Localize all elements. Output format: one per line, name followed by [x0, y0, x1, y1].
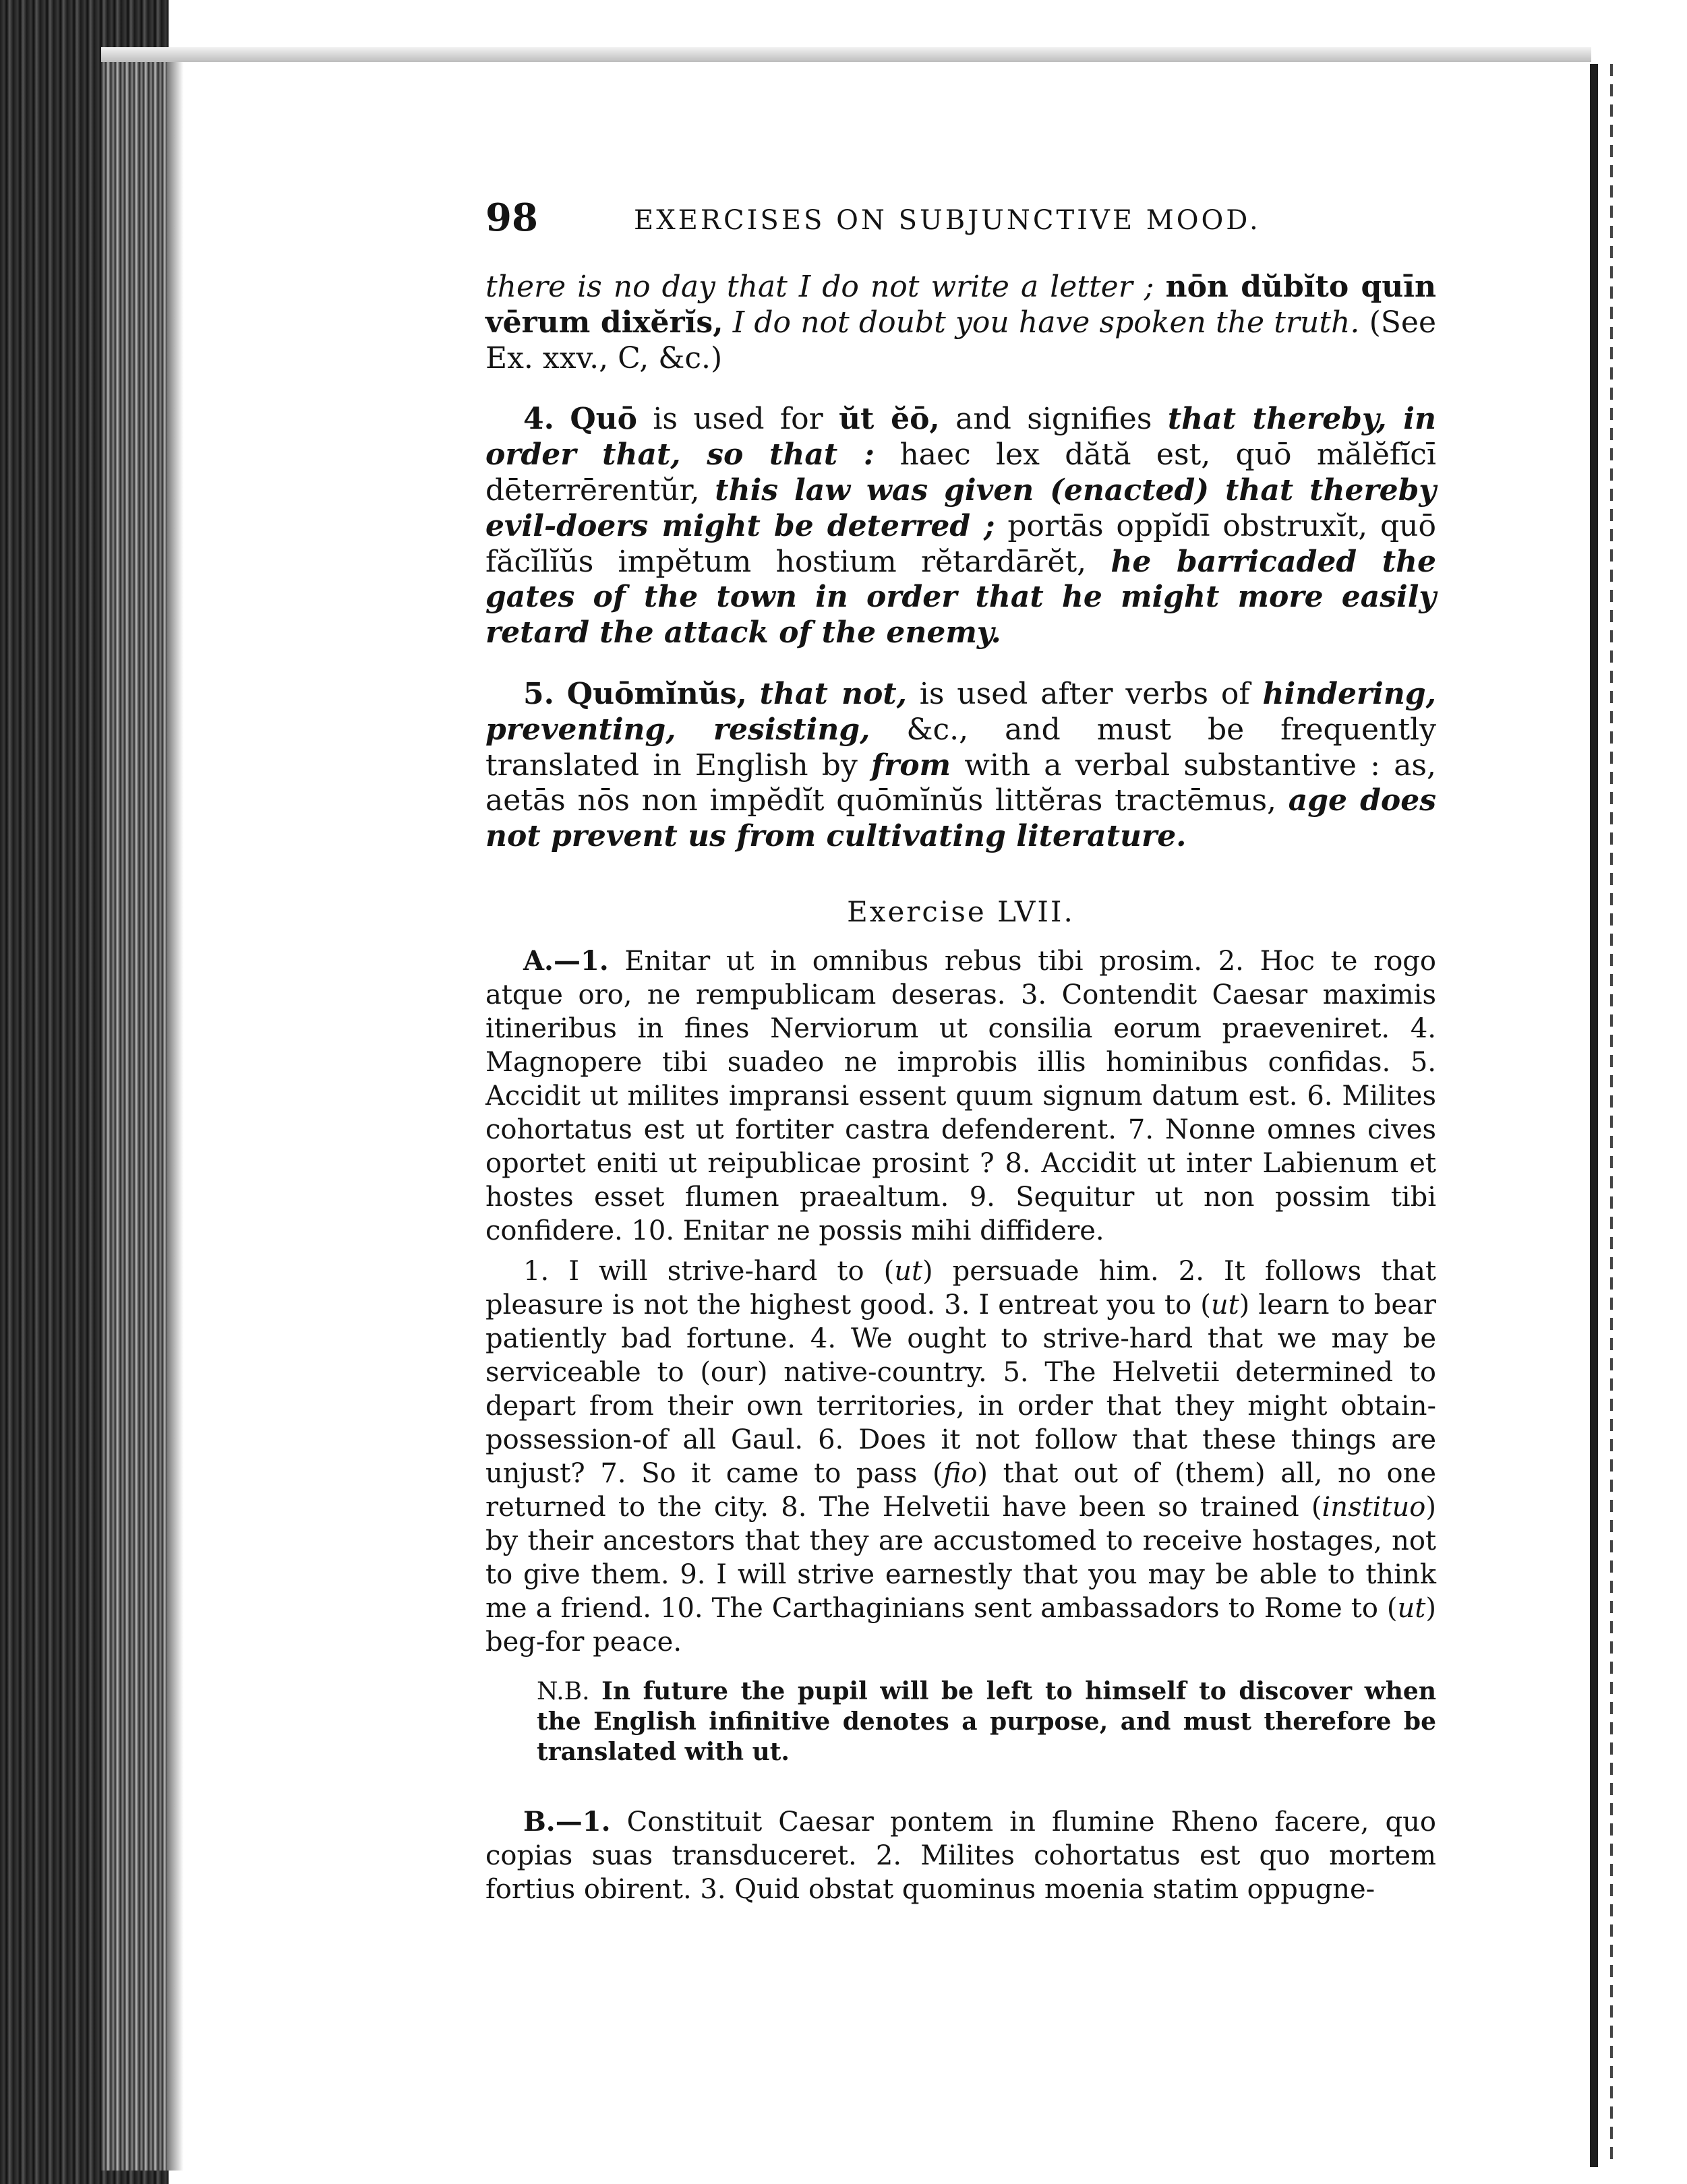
- rule-text: is used after verbs of: [919, 676, 1250, 711]
- rule-meaning: that thereby, in order that, so that :: [485, 402, 1436, 473]
- hint-word: instituo: [1322, 1491, 1426, 1523]
- nb-label: N.B.: [537, 1677, 590, 1705]
- exercise-a-english: [485, 1254, 1436, 1659]
- english-sentences: ) that out of (them) all, no one returned to the city. 8. The Helvetii have been so trained (: [485, 1457, 1437, 1523]
- latin-example: portās oppĭdī obstruxĭt, quō făcĭlĭŭs impĕtum hostium rĕtardārĕt,: [485, 508, 1436, 579]
- example-translation: there is no day that I do not write a letter ;: [485, 270, 1154, 304]
- english-sentences: ) learn to bear patiently bad fortune. 4. We ought to strive-hard that we may be serviceable to (our) native-country. 5. The Helvetii determined to depart from their own territories, in order that they might obtain-possession-of all Gaul. 6. Does it not follow that these things are unjust? 7. So it came to pass (: [485, 1289, 1436, 1489]
- running-head: EXERCISES ON SUBJUNCTIVE MOOD.: [634, 205, 1261, 236]
- example-translation: he barricaded the gates of the town in order that he might more easily retard the attack of the enemy.: [485, 544, 1436, 650]
- latin-sentences: Constituit Caesar pontem in flumine Rheno facere, quo copias suas transduceret. 2. Milites cohortatus est quo mortem fortius obirent. 3. Quid obstat quominus moenia statim oppugne-: [485, 1806, 1436, 1905]
- latin-sentences: Enitar ut in omnibus rebus tibi prosim. 2. Hoc te rogo atque oro, ne rempublicam deseras. 3. Contendit Caesar maximis itineribus in fines Nerviorum ut consilia eorum praeveniret. 4. Magnopere tibi suadeo ne improbis illis hominibus confidas. 5. Accidit ut milites impransi essent quum signum datum est. 6. Milites cohortatus est ut fortiter castra defenderent. 7. Nonne omnes cives oportet eniti ut reipublicae prosint ? 8. Accidit ut inter Labienum et hostes esset flumen praealtum. 9. Sequitur ut non possim tibi confidere. 10. Enitar ne possis mihi diffidere.: [485, 945, 1436, 1246]
- page-body: [485, 270, 1436, 1913]
- cross-reference: (See Ex. xxv., C, &c.): [485, 305, 1436, 375]
- hint-word: ut: [1210, 1289, 1239, 1321]
- hint-word: ut: [894, 1255, 923, 1287]
- facing-page-edge-dashed: [1610, 64, 1613, 2167]
- hint-word: ut: [1397, 1592, 1426, 1624]
- rule-text: is used for: [653, 402, 823, 437]
- example-translation: I do not doubt you have spoken the truth.: [732, 305, 1360, 340]
- nota-bene-note: [485, 1676, 1436, 1767]
- rule-4-paragraph: [485, 402, 1436, 651]
- facing-page-edge: [1590, 64, 1598, 2167]
- english-sentences: ) persuade him. 2. It follows that pleasure is not the highest good. 3. I entreat you to (: [485, 1255, 1436, 1321]
- rule-text: &c., and must be frequently translated in English by: [485, 712, 1436, 783]
- page-top-edge: [101, 47, 1591, 62]
- page-header: [485, 195, 1436, 249]
- rule-text: with a verbal substantive : as, aetās nōs non impĕdĭt quōmĭnŭs littĕras tractēmus,: [485, 748, 1437, 818]
- rule-number: 4.: [523, 402, 554, 437]
- verb-list: hindering, preventing, resisting,: [485, 676, 1436, 747]
- english-sentences: ) by their ancestors that they are accustomed to receive hostages, not to give them. 9. I will strive earnestly that you may be able to think me a friend. 10. The Carthaginians sent ambassadors to Rome to (: [485, 1491, 1436, 1624]
- nb-text: In future the pupil will be left to himself to discover when the English infinitive denotes a purpose, and must therefore be translated with ut.: [537, 1676, 1436, 1766]
- section-label: A.—1.: [523, 944, 609, 977]
- rule-term: ŭt ĕō,: [839, 402, 940, 437]
- exercise-b-latin: [485, 1805, 1436, 1906]
- rule-term: Quōmĭnŭs,: [566, 676, 747, 711]
- page-number: 98: [485, 195, 538, 240]
- section-label: B.—1.: [523, 1805, 611, 1838]
- exercise-a-latin: [485, 944, 1436, 1248]
- rule-term: Quō: [570, 402, 637, 437]
- english-sentences: 1. I will strive-hard to (: [523, 1255, 895, 1287]
- rule-meaning: that not,: [759, 676, 907, 711]
- rule-number: 5.: [523, 676, 554, 711]
- hint-word: fio: [943, 1457, 978, 1489]
- paragraph-continued: [485, 270, 1436, 376]
- exercise-heading: Exercise LVII.: [847, 894, 1075, 928]
- example-translation: this law was given (enacted) that thereby evil-doers might be deterred ;: [485, 473, 1436, 543]
- english-sentences: ) beg-for peace.: [485, 1592, 1436, 1658]
- page-gutter-shadow: [167, 54, 183, 2171]
- example-translation: age does not prevent us from cultivating literature.: [485, 783, 1436, 854]
- rule-text: and signifies: [955, 402, 1152, 437]
- latin-example: haec lex dătă est, quō mălĕfĭcī dēterrērentŭr,: [485, 437, 1436, 508]
- rule-5-paragraph: [485, 677, 1436, 855]
- page-edges: [101, 54, 175, 2171]
- from-word: from: [871, 748, 951, 783]
- latin-example: nōn dŭbĭto quīn vērum dixĕrĭs,: [485, 270, 1436, 340]
